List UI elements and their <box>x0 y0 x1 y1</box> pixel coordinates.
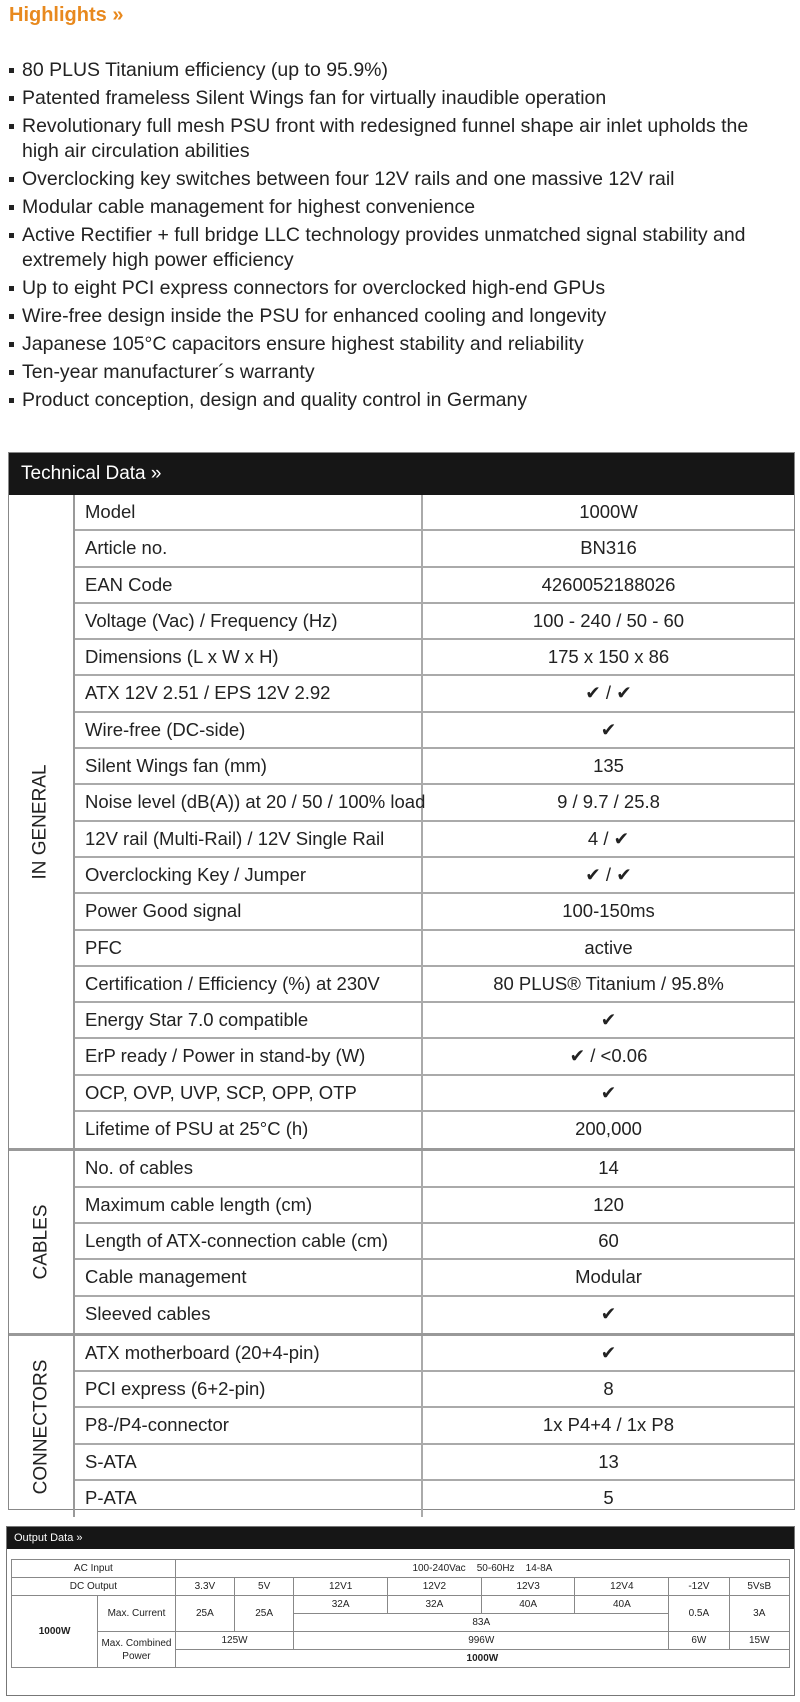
row-label: Article no. <box>75 531 423 565</box>
row-value: 100-150ms <box>562 900 655 922</box>
row-label: OCP, OVP, UVP, SCP, OPP, OTP <box>75 1076 423 1110</box>
combined-neg12v: 6W <box>669 1632 729 1650</box>
table-row <box>75 931 794 967</box>
row-label: P8-/P4-connector <box>75 1408 423 1442</box>
row-value: ✔ <box>600 1302 617 1324</box>
combined-12v: 996W <box>294 1632 669 1650</box>
table-row <box>75 1408 794 1444</box>
row-value: 100 - 240 / 50 - 60 <box>532 609 685 631</box>
highlight-item: Product conception, design and quality control in Germany <box>8 388 788 413</box>
group-rows <box>73 495 794 1148</box>
table-row <box>75 1372 794 1408</box>
current-12v3: 40A <box>481 1596 575 1614</box>
row-value: 13 <box>598 1450 619 1472</box>
rail-5vsb: 5VsB <box>729 1578 789 1596</box>
row-value: 5 <box>603 1487 614 1509</box>
row-label: Overclocking Key / Jumper <box>75 858 423 892</box>
technical-data-body <box>9 495 794 1509</box>
highlight-item: Ten-year manufacturer´s warranty <box>8 360 788 385</box>
table-row <box>75 1297 794 1333</box>
table-row <box>75 640 794 676</box>
row-label: Cable management <box>75 1260 423 1294</box>
table-row <box>75 1039 794 1075</box>
highlight-item: Overclocking key switches between four 12V rails and one massive 12V rail <box>8 167 788 192</box>
row-label: Wire-free (DC-side) <box>75 713 423 747</box>
row-label: Sleeved cables <box>75 1297 423 1333</box>
table-row <box>75 749 794 785</box>
row-value: 200,000 <box>575 1118 642 1140</box>
row-value: 135 <box>593 755 624 777</box>
table-row <box>75 713 794 749</box>
highlights-list <box>8 58 788 416</box>
current-3-3v: 25A <box>175 1596 234 1632</box>
max-combined-label: Max. Combined Power <box>98 1632 176 1668</box>
rail-12v3: 12V3 <box>481 1578 575 1596</box>
output-data-grid <box>11 1559 790 1668</box>
ac-input-label: AC Input <box>12 1560 176 1578</box>
row-value: 60 <box>598 1229 619 1251</box>
table-row <box>75 676 794 712</box>
group-label-text: CABLES <box>30 1204 52 1280</box>
highlight-item: Patented frameless Silent Wings fan for virtually inaudible operation <box>8 86 788 111</box>
group-label <box>9 1336 73 1517</box>
row-value: 1000W <box>579 501 638 522</box>
rail-12v1: 12V1 <box>294 1578 388 1596</box>
dc-output-row <box>12 1578 790 1596</box>
row-value: 8 <box>603 1378 614 1400</box>
row-label: ErP ready / Power in stand-by (W) <box>75 1039 423 1073</box>
row-label: Energy Star 7.0 compatible <box>75 1003 423 1037</box>
rail-12v2: 12V2 <box>388 1578 482 1596</box>
group-rows <box>73 1336 794 1517</box>
rail-5v: 5V <box>235 1578 294 1596</box>
row-value: BN316 <box>580 537 637 559</box>
current-12v-total: 83A <box>294 1614 669 1632</box>
row-value: 120 <box>593 1193 624 1215</box>
row-label: PFC <box>75 931 423 965</box>
group-label-text: CONNECTORS <box>30 1359 51 1494</box>
row-value: ✔ / ✔ <box>585 682 632 704</box>
table-row <box>75 1151 794 1187</box>
row-label: ATX motherboard (20+4-pin) <box>75 1336 423 1370</box>
max-current-label: Max. Current <box>98 1596 176 1632</box>
ac-input-value: 100-240Vac 50-60Hz 14-8A <box>175 1560 789 1578</box>
rail-3-3v: 3.3V <box>175 1578 234 1596</box>
model-cell: 1000W <box>12 1596 98 1668</box>
group-label <box>9 495 73 1148</box>
row-label: ATX 12V 2.51 / EPS 12V 2.92 <box>75 676 423 710</box>
table-row <box>75 1112 794 1148</box>
row-value: 80 PLUS® Titanium / 95.8% <box>493 972 724 994</box>
row-label: Model <box>75 495 423 529</box>
current-12v1: 32A <box>294 1596 388 1614</box>
group-in-general <box>9 495 794 1151</box>
row-value: 4 / ✔ <box>587 827 630 849</box>
row-label: Dimensions (L x W x H) <box>75 640 423 674</box>
combined-low: 125W <box>175 1632 294 1650</box>
technical-data-table <box>8 452 795 1510</box>
row-value: 1x P4+4 / 1x P8 <box>542 1414 675 1436</box>
highlight-item: Wire-free design inside the PSU for enhanced cooling and longevity <box>8 304 788 329</box>
row-label: No. of cables <box>75 1151 423 1185</box>
highlight-item: Up to eight PCI express connectors for overclocked high-end GPUs <box>8 276 788 301</box>
current-12v2: 32A <box>388 1596 482 1614</box>
rail-neg12v: -12V <box>669 1578 729 1596</box>
row-value: ✔ <box>600 718 617 740</box>
table-row <box>75 967 794 1003</box>
row-value: 9 / 9.7 / 25.8 <box>557 791 660 813</box>
row-label: Length of ATX-connection cable (cm) <box>75 1224 423 1258</box>
row-label: Noise level (dB(A)) at 20 / 50 / 100% load <box>75 785 423 819</box>
row-label: S-ATA <box>75 1445 423 1479</box>
dc-output-label: DC Output <box>12 1578 176 1596</box>
row-label: Silent Wings fan (mm) <box>75 749 423 783</box>
row-value: ✔ / <0.06 <box>569 1045 648 1067</box>
output-data-table <box>6 1526 795 1696</box>
row-value: ✔ <box>600 1081 617 1103</box>
technical-data-header: Technical Data » <box>9 453 794 495</box>
table-row <box>75 894 794 930</box>
combined-5vsb: 15W <box>729 1632 789 1650</box>
highlight-item: Revolutionary full mesh PSU front with redesigned funnel shape air inlet upholds the high air circulation abilities <box>8 114 788 164</box>
row-value: 4260052188026 <box>541 573 676 595</box>
row-label: EAN Code <box>75 568 423 602</box>
row-value: 175 x 150 x 86 <box>547 646 670 668</box>
row-value: Modular <box>575 1266 642 1288</box>
table-row <box>75 1336 794 1372</box>
table-row <box>75 1481 794 1517</box>
row-label: 12V rail (Multi-Rail) / 12V Single Rail <box>75 822 423 856</box>
group-label-text: IN GENERAL <box>30 764 51 880</box>
max-current-row <box>12 1596 790 1614</box>
table-row <box>75 1224 794 1260</box>
current-5v: 25A <box>235 1596 294 1632</box>
group-cables <box>9 1151 794 1335</box>
combined-total: 1000W <box>175 1650 789 1668</box>
current-12v4: 40A <box>575 1596 669 1614</box>
row-value: ✔ / ✔ <box>585 863 632 885</box>
row-value: active <box>584 936 633 958</box>
table-row <box>75 495 794 531</box>
row-value: 14 <box>598 1157 619 1179</box>
group-rows <box>73 1151 794 1332</box>
row-label: Certification / Efficiency (%) at 230V <box>75 967 423 1001</box>
row-value: ✔ <box>600 1009 617 1031</box>
current-neg12v: 0.5A <box>669 1596 729 1632</box>
row-label: Voltage (Vac) / Frequency (Hz) <box>75 604 423 638</box>
group-label <box>9 1151 73 1332</box>
row-value: ✔ <box>600 1341 617 1363</box>
table-row <box>75 1260 794 1296</box>
highlight-item: Modular cable management for highest convenience <box>8 195 788 220</box>
table-row <box>75 1003 794 1039</box>
table-row <box>75 1445 794 1481</box>
group-connectors <box>9 1336 794 1517</box>
highlight-item: 80 PLUS Titanium efficiency (up to 95.9%) <box>8 58 788 83</box>
row-label: Power Good signal <box>75 894 423 928</box>
table-row <box>75 531 794 567</box>
table-row <box>75 858 794 894</box>
table-row <box>75 604 794 640</box>
current-5vsb: 3A <box>729 1596 789 1632</box>
max-combined-row <box>12 1632 790 1650</box>
highlight-item: Japanese 105°C capacitors ensure highest stability and reliability <box>8 332 788 357</box>
highlights-title: Highlights » <box>9 4 124 26</box>
table-row <box>75 785 794 821</box>
highlight-item: Active Rectifier + full bridge LLC technology provides unmatched signal stability and extremely high power efficiency <box>8 223 788 273</box>
table-row <box>75 1076 794 1112</box>
row-label: P-ATA <box>75 1481 423 1517</box>
table-row <box>75 1188 794 1224</box>
output-data-header: Output Data » <box>7 1527 794 1549</box>
table-row <box>75 568 794 604</box>
rail-12v4: 12V4 <box>575 1578 669 1596</box>
row-label: Lifetime of PSU at 25°C (h) <box>75 1112 423 1148</box>
row-label: Maximum cable length (cm) <box>75 1188 423 1222</box>
table-row <box>75 822 794 858</box>
ac-input-row <box>12 1560 790 1578</box>
row-label: PCI express (6+2-pin) <box>75 1372 423 1406</box>
